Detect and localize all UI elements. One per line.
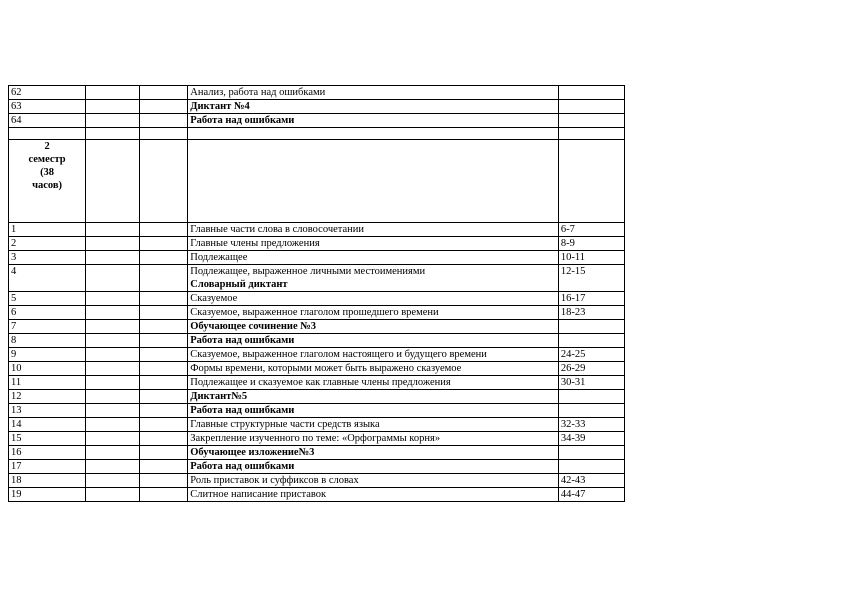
lesson-pages — [558, 460, 624, 474]
empty-cell — [86, 376, 140, 390]
empty-cell — [140, 404, 188, 418]
lesson-pages — [558, 114, 624, 128]
table-row — [9, 432, 625, 446]
lesson-pages — [558, 404, 624, 418]
lesson-topic: Формы времени, которыми может быть выражено сказуемое — [188, 362, 559, 376]
lesson-topic: Подлежащее и сказуемое как главные члены предложения — [188, 376, 559, 390]
empty-cell — [140, 86, 188, 100]
lesson-topic: Главные члены предложения — [188, 237, 559, 251]
lesson-pages: 24-25 — [558, 348, 624, 362]
empty-cell — [86, 306, 140, 320]
lesson-pages: 32-33 — [558, 418, 624, 432]
empty-cell — [140, 320, 188, 334]
table-row — [9, 488, 625, 502]
lesson-pages: 42-43 — [558, 474, 624, 488]
lesson-number: 2 — [9, 237, 86, 251]
empty-cell — [86, 265, 140, 292]
lesson-number: 11 — [9, 376, 86, 390]
lesson-topic: Сказуемое, выраженное глаголом настоящего и будущего времени — [188, 348, 559, 362]
lesson-plan-table — [8, 85, 625, 502]
table-row — [9, 334, 625, 348]
lesson-pages: 12-15 — [558, 265, 624, 292]
lesson-pages: 16-17 — [558, 292, 624, 306]
empty-cell — [86, 446, 140, 460]
empty-cell — [140, 488, 188, 502]
table-row — [9, 100, 625, 114]
empty-cell — [140, 474, 188, 488]
empty-cell — [140, 460, 188, 474]
lesson-number: 8 — [9, 334, 86, 348]
lesson-number: 9 — [9, 348, 86, 362]
empty-cell — [140, 376, 188, 390]
empty-cell — [86, 223, 140, 237]
lesson-pages: 10-11 — [558, 251, 624, 265]
empty-cell — [86, 292, 140, 306]
lesson-topic: Слитное написание приставок — [188, 488, 559, 502]
lesson-number: 13 — [9, 404, 86, 418]
empty-cell — [86, 86, 140, 100]
table-row — [9, 418, 625, 432]
table-row — [9, 460, 625, 474]
lesson-pages: 30-31 — [558, 376, 624, 390]
lesson-pages: 8-9 — [558, 237, 624, 251]
semester-lessons — [9, 223, 625, 502]
lesson-number: 16 — [9, 446, 86, 460]
lesson-topic: Главные части слова в словосочетании — [188, 223, 559, 237]
table-row — [9, 265, 625, 292]
empty-cell — [140, 446, 188, 460]
empty-cell — [140, 292, 188, 306]
lesson-topic: Обучающее сочинение №3 — [188, 320, 559, 334]
lesson-number: 64 — [9, 114, 86, 128]
table-row — [9, 292, 625, 306]
lesson-topic: Работа над ошибками — [188, 460, 559, 474]
lesson-number: 63 — [9, 100, 86, 114]
lesson-number: 6 — [9, 306, 86, 320]
lesson-number: 18 — [9, 474, 86, 488]
lesson-topic: Диктант№5 — [188, 390, 559, 404]
empty-cell — [86, 251, 140, 265]
empty-cell — [86, 432, 140, 446]
table-row — [9, 86, 625, 100]
empty-cell — [140, 348, 188, 362]
empty-cell — [140, 306, 188, 320]
table-row — [9, 376, 625, 390]
table-row — [9, 114, 625, 128]
empty-cell — [140, 390, 188, 404]
lesson-topic: Работа над ошибками — [188, 114, 559, 128]
lesson-topic: Роль приставок и суффиксов в словах — [188, 474, 559, 488]
lesson-pages — [558, 320, 624, 334]
lesson-number: 17 — [9, 460, 86, 474]
dictation-note: Словарный диктант — [190, 279, 288, 290]
empty-cell — [86, 100, 140, 114]
table-row — [9, 348, 625, 362]
empty-cell — [140, 237, 188, 251]
lesson-pages: 6-7 — [558, 223, 624, 237]
empty-cell — [86, 237, 140, 251]
lesson-pages: 18-23 — [558, 306, 624, 320]
lesson-topic: Подлежащее — [188, 251, 559, 265]
lesson-pages: 26-29 — [558, 362, 624, 376]
empty-cell — [86, 320, 140, 334]
lesson-pages — [558, 446, 624, 460]
lesson-number: 1 — [9, 223, 86, 237]
table-row — [9, 404, 625, 418]
lesson-number: 15 — [9, 432, 86, 446]
table-row — [9, 446, 625, 460]
empty-cell — [86, 348, 140, 362]
empty-cell — [86, 390, 140, 404]
empty-cell — [86, 460, 140, 474]
lesson-number: 10 — [9, 362, 86, 376]
spacer-row — [9, 128, 625, 140]
lesson-pages — [558, 334, 624, 348]
empty-cell — [140, 334, 188, 348]
empty-cell — [140, 100, 188, 114]
lesson-pages: 44-47 — [558, 488, 624, 502]
lesson-pages — [558, 100, 624, 114]
table-row — [9, 237, 625, 251]
empty-cell — [86, 362, 140, 376]
lesson-topic: Закрепление изученного по теме: «Орфограммы корня» — [188, 432, 559, 446]
table-row — [9, 223, 625, 237]
lesson-topic: Анализ, работа над ошибками — [188, 86, 559, 100]
empty-cell — [86, 488, 140, 502]
lesson-number: 12 — [9, 390, 86, 404]
empty-cell — [86, 334, 140, 348]
lesson-pages — [558, 86, 624, 100]
lesson-number: 5 — [9, 292, 86, 306]
empty-cell — [140, 418, 188, 432]
empty-cell — [140, 432, 188, 446]
table-row — [9, 362, 625, 376]
semester-heading: 2 семестр (38 часов) — [9, 140, 86, 223]
lesson-pages — [558, 390, 624, 404]
lesson-topic: Работа над ошибками — [188, 404, 559, 418]
lesson-topic: Работа над ошибками — [188, 334, 559, 348]
empty-cell — [86, 418, 140, 432]
table-row — [9, 306, 625, 320]
lesson-topic: Диктант №4 — [188, 100, 559, 114]
table-row — [9, 474, 625, 488]
lesson-number: 3 — [9, 251, 86, 265]
empty-cell — [140, 223, 188, 237]
lesson-number: 14 — [9, 418, 86, 432]
empty-cell — [86, 114, 140, 128]
empty-cell — [140, 251, 188, 265]
lesson-number: 19 — [9, 488, 86, 502]
lesson-topic: Сказуемое — [188, 292, 559, 306]
table-row — [9, 320, 625, 334]
empty-cell — [140, 265, 188, 292]
lesson-number: 62 — [9, 86, 86, 100]
lesson-topic: Главные структурные части средств языка — [188, 418, 559, 432]
empty-cell — [86, 404, 140, 418]
empty-cell — [86, 474, 140, 488]
empty-cell — [140, 362, 188, 376]
lesson-pages: 34-39 — [558, 432, 624, 446]
empty-cell — [140, 114, 188, 128]
table-row — [9, 390, 625, 404]
lesson-topic: Подлежащее, выраженное личными местоимениями Словарный диктант — [188, 265, 559, 292]
semester-row — [9, 140, 625, 223]
lesson-topic: Сказуемое, выраженное глаголом прошедшего времени — [188, 306, 559, 320]
table-row — [9, 251, 625, 265]
lesson-number: 7 — [9, 320, 86, 334]
lesson-number: 4 — [9, 265, 86, 292]
lesson-topic: Обучающее изложение№3 — [188, 446, 559, 460]
